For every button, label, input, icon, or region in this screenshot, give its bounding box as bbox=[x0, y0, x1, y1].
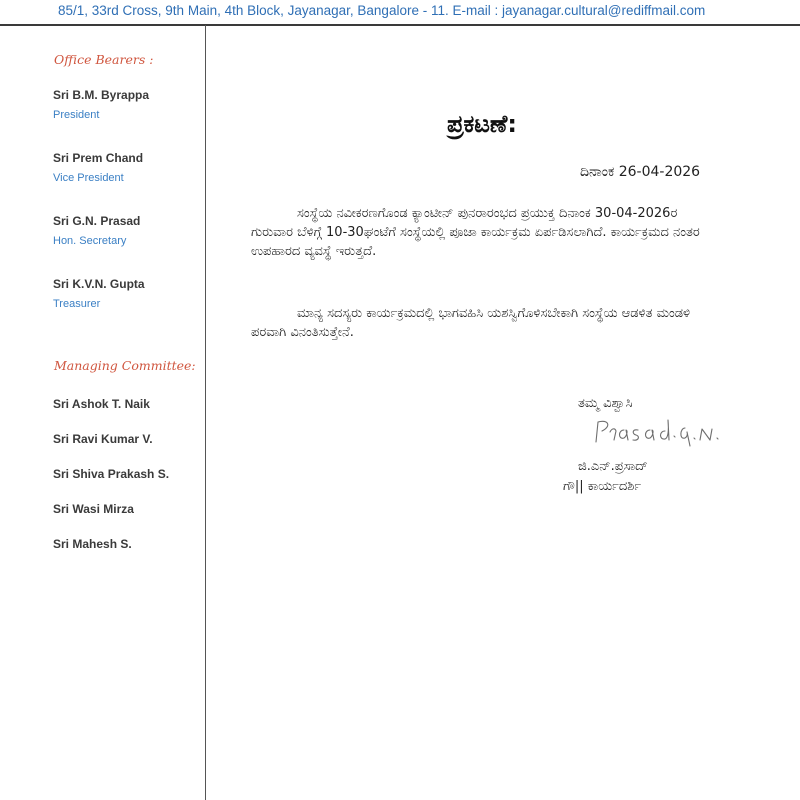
notice-date: ದಿನಾಂಕ 26-04-2026 bbox=[580, 164, 701, 180]
committee-member: Sri Mahesh S. bbox=[53, 537, 132, 551]
office-bearers-title: Office Bearers : bbox=[54, 52, 154, 67]
office-bearer-name: Sri G.N. Prasad bbox=[53, 214, 141, 228]
sidebar-divider bbox=[205, 25, 206, 800]
header-address: 85/1, 33rd Cross, 9th Main, 4th Block, Jayanagar, Bangalore - 11. E-mail : jayanagar.cultural@rediffmail.com bbox=[58, 3, 706, 18]
handwritten-signature bbox=[590, 416, 730, 448]
office-bearer-role: Vice President bbox=[53, 172, 124, 184]
closing-salutation: ತಮ್ಮ ವಿಶ್ವಾಸಿ bbox=[578, 396, 633, 411]
office-bearer-role: Treasurer bbox=[53, 298, 101, 310]
notice-paragraph-2: ಮಾನ್ಯ ಸದಸ್ಯರು ಕಾರ್ಯಕ್ರಮದಲ್ಲಿ ಭಾಗವಹಿಸಿ ಯಶಸ್ವಿಗೊಳಿಸಬೇಕಾಗಿ ಸಂಸ್ಥೆಯ ಆಡಳಿತ ಮಂಡಳಿ ಪರವಾಗಿ ವಿನಂತಿಸುತ್ತೇನೆ. bbox=[251, 306, 691, 340]
office-bearer-role: President bbox=[53, 109, 100, 121]
signer-title: ಗೌ|| ಕಾರ್ಯದರ್ಶಿ bbox=[563, 479, 642, 494]
notice-title: ಪ್ರಕಟಣೆ: bbox=[447, 110, 517, 138]
committee-member: Sri Ashok T. Naik bbox=[53, 397, 150, 411]
managing-committee-title: Managing Committee: bbox=[54, 358, 196, 373]
office-bearer-role: Hon. Secretary bbox=[53, 235, 127, 247]
signer-name: ಜಿ.ಎನ್.ಪ್ರಸಾದ್ bbox=[578, 459, 648, 474]
office-bearer-name: Sri K.V.N. Gupta bbox=[53, 277, 145, 291]
committee-member: Sri Ravi Kumar V. bbox=[53, 432, 153, 446]
notice-paragraph-1: ಸಂಸ್ಥೆಯ ನವೀಕರಣಗೊಂಡ ಕ್ಯಾಂಟೀನ್ ಪುನರಾರಂಭದ ಪ್ರಯುಕ್ತ ದಿನಾಂಕ 30-04-2026ರ ಗುರುವಾರ ಬೆಳಿಗ್ಗೆ 10-30ಘಂಟೆಗೆ ಸಂಸ್ಥೆಯಲ್ಲಿ ಪೂಜಾ ಕಾರ್ಯಕ್ರಮ ಏರ್ಪಡಿಸಲಾಗಿದೆ. ಕಾರ್ಯಕ್ರಮದ ನಂತರ ಉಪಹಾರದ ವ್ಯವಸ್ಥೆ ಇರುತ್ತದೆ. bbox=[251, 206, 700, 259]
sidebar bbox=[0, 25, 205, 800]
committee-member: Sri Shiva Prakash S. bbox=[53, 467, 170, 481]
office-bearer-name: Sri Prem Chand bbox=[53, 151, 144, 165]
letterhead-header bbox=[0, 0, 800, 24]
office-bearer-name: Sri B.M. Byrappa bbox=[53, 88, 150, 102]
committee-member: Sri Wasi Mirza bbox=[53, 502, 134, 516]
